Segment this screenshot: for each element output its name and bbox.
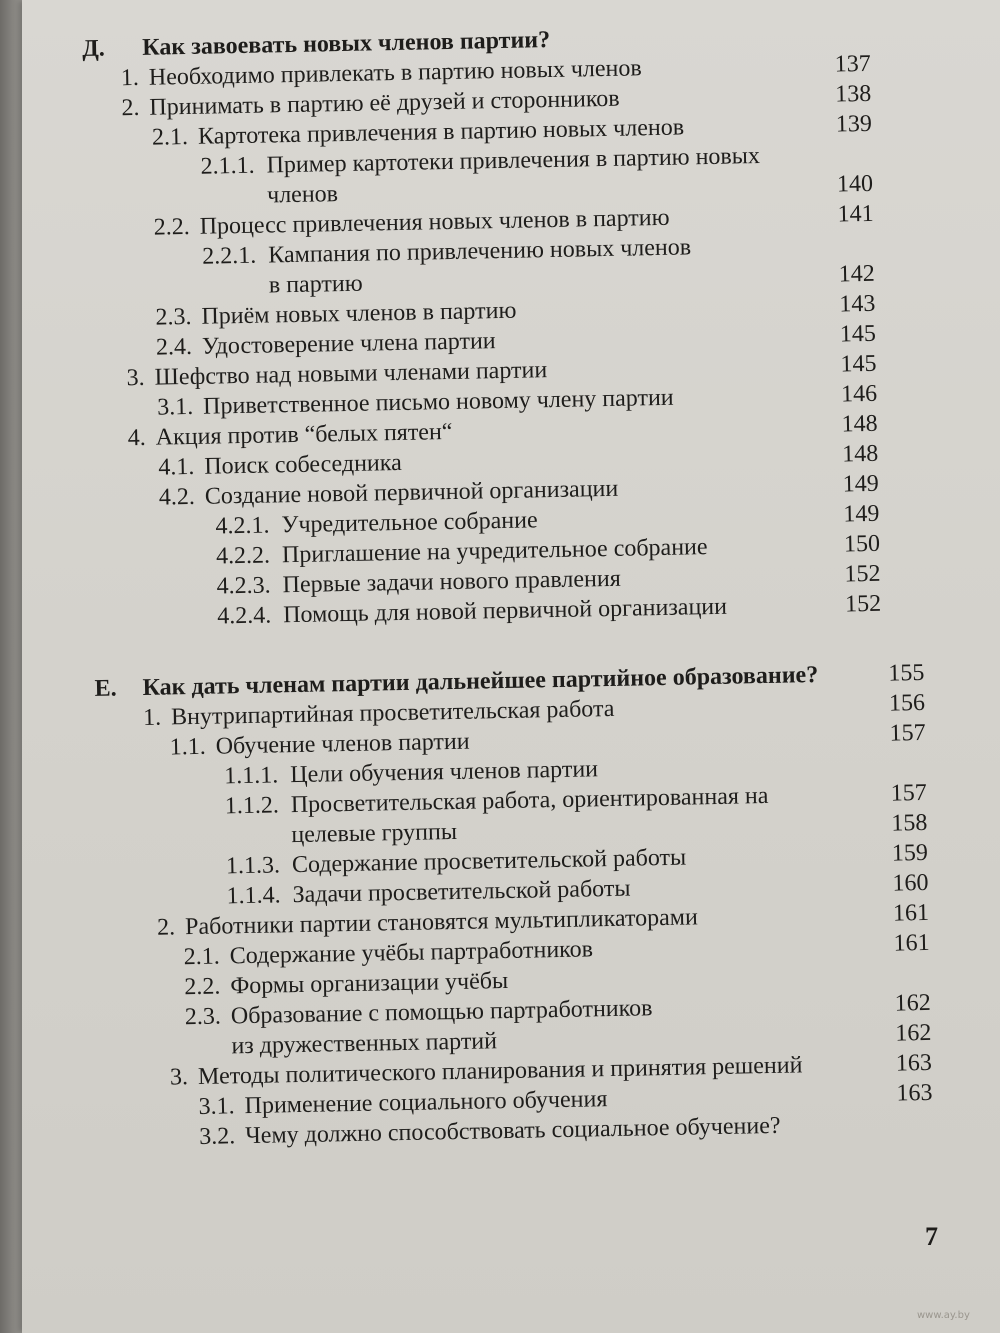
entry-number: 1. — [120, 64, 140, 92]
entry-title: Шефство над новыми членами партии — [154, 357, 548, 391]
entry-number: 2.3. — [155, 303, 192, 331]
entry-number: 2.2. — [184, 973, 221, 1001]
entry-title: Применение социального обучения — [244, 1086, 608, 1120]
entry-page: 148 — [841, 410, 878, 438]
entry-title: Обучение членов партии — [215, 728, 470, 760]
entry-number: 4.2.2. — [215, 542, 271, 570]
entry-page: 156 — [888, 689, 926, 717]
section-letter: Д. — [82, 35, 106, 62]
entry-page: 152 — [844, 560, 881, 588]
entry-number: 2.1. — [151, 123, 189, 151]
entry-page: 162 — [895, 1019, 932, 1047]
entry-title: Картотека привлечения в партию новых членов — [197, 114, 685, 150]
entry-page: 140 — [836, 170, 874, 198]
entry-page: 157 — [890, 779, 927, 807]
entry-page: 141 — [837, 200, 874, 228]
entry-number: 2.1.1. — [200, 152, 255, 180]
entry-number: 2.1. — [183, 943, 220, 971]
entry-page: 146 — [840, 380, 878, 408]
entry-title: членов — [266, 181, 339, 209]
entry-number: 1.1.4. — [226, 882, 281, 910]
entry-page: 157 — [889, 719, 926, 747]
entry-title: Формы организации учёбы — [230, 967, 509, 1000]
entry-page: 152 — [844, 590, 882, 618]
entry-page: 160 — [892, 869, 929, 897]
entry-page: 148 — [841, 440, 879, 468]
entry-page: 161 — [893, 929, 930, 957]
entry-title: Просветительская работа, ориентированная на — [290, 782, 769, 819]
entry-number: 2.4. — [155, 333, 193, 361]
entry-page: 159 — [891, 839, 929, 867]
entry-number: 2. — [121, 94, 140, 122]
entry-number: 4. — [127, 424, 147, 452]
page-number: 7 — [925, 1222, 938, 1251]
entry-number: 4.2.4. — [216, 602, 272, 630]
entry-page — [873, 1108, 933, 1109]
watermark: www.ay.by — [917, 1310, 970, 1321]
entry-title: целевые группы — [291, 818, 458, 849]
entry-page — [814, 229, 874, 230]
section-title: Как дать членам партии дальнейшее партийное образование? — [142, 661, 819, 701]
entry-title: Задачи просветительской работы — [292, 875, 631, 909]
entry-page — [870, 958, 930, 959]
entry-number: 4.2.3. — [216, 572, 271, 600]
entry-title: Учредительное собрание — [281, 507, 538, 539]
entry-number: 1.1. — [169, 733, 206, 761]
entry-number: 3. — [169, 1064, 189, 1091]
entry-page — [866, 748, 926, 749]
entry-title: Акция против “белых пятен“ — [155, 418, 453, 451]
entry-title: Кампания по привлечению новых членов — [268, 234, 692, 269]
entry-title: Помощь для новой первичной организации — [282, 593, 728, 629]
entry-title: Содержание просветительской работы — [291, 844, 687, 879]
entry-title: Образование с помощью партработников — [230, 995, 653, 1030]
entry-page: 138 — [835, 80, 872, 108]
entry-title: Чему должно способствовать социальное обучение? — [244, 1112, 781, 1150]
entry-title: из дружественных партий — [231, 1028, 498, 1060]
entry-title: Методы политического планирования и принятия решений — [197, 1052, 803, 1090]
entry-number: 2. — [156, 914, 176, 941]
book-spine-edge — [0, 0, 22, 1333]
entry-title: Удостоверение члена партии — [201, 328, 496, 360]
entry-title: Приглашение на учредительное собрание — [281, 534, 708, 569]
entry-number: 2.3. — [184, 1003, 222, 1031]
entry-title: Первые задачи нового правления — [282, 565, 621, 599]
entry-page: 145 — [839, 320, 877, 348]
entry-number: 4.1. — [158, 453, 195, 481]
entry-title: Необходимо привлекать в партию новых членов — [148, 55, 642, 91]
section-letter: Е. — [94, 675, 117, 702]
entry-page: 137 — [834, 50, 871, 78]
entry-number: 3.2. — [198, 1123, 236, 1150]
entry-page: 162 — [894, 989, 932, 1017]
entry-number: 3.1. — [156, 393, 194, 421]
section-title: Как завоевать новых членов партии? — [142, 27, 551, 61]
entry-number: 1.1.1. — [224, 762, 279, 790]
section-page: 155 — [888, 659, 925, 687]
entry-page: 139 — [835, 110, 873, 138]
entry-page: 145 — [840, 350, 877, 378]
entry-number: 2.2.1. — [202, 242, 257, 270]
entry-title: Пример картотеки привлечения в партию новых — [266, 143, 761, 179]
entry-title: Приём новых членов в партию — [201, 297, 517, 330]
entry-title: Работники партии становятся мультипликаторами — [184, 904, 699, 941]
entry-number: 3. — [126, 364, 145, 392]
entry-page: 142 — [838, 260, 875, 288]
entry-page: 150 — [843, 530, 881, 558]
entry-number: 4.2.1. — [215, 512, 270, 540]
entry-title: Поиск собеседника — [204, 449, 402, 480]
entry-page: 161 — [892, 899, 930, 927]
entry-page: 163 — [895, 1049, 933, 1077]
table-of-contents — [82, 18, 953, 1154]
entry-page: 143 — [839, 290, 876, 318]
entry-title: Цели обучения членов партии — [290, 756, 599, 789]
entry-number: 1. — [142, 704, 162, 731]
entry-number: 1.1.2. — [224, 792, 280, 820]
entry-title: в партию — [268, 270, 363, 299]
entry-title: Приветственное письмо новому члену партии — [202, 384, 674, 420]
entry-number: 1.1.3. — [225, 852, 281, 880]
entry-page — [812, 139, 872, 140]
entry-page: 158 — [891, 809, 928, 837]
entry-title: Внутрипартийная просветительская работа — [170, 695, 615, 731]
entry-number: 4.2. — [158, 483, 196, 511]
entry-number: 3.1. — [198, 1093, 235, 1120]
book-page — [22, 0, 1000, 1333]
entry-number: 2.2. — [153, 213, 190, 241]
entry-page: 149 — [843, 500, 880, 528]
entry-title: Создание новой первичной организации — [204, 475, 619, 510]
entry-title: Принимать в партию её друзей и сторонников — [149, 85, 620, 121]
entry-page: 163 — [896, 1079, 933, 1107]
entry-page: 149 — [842, 470, 880, 498]
entry-title: Процесс привлечения новых членов в партию — [199, 204, 670, 240]
entry-title: Содержание учёбы партработников — [229, 936, 594, 970]
